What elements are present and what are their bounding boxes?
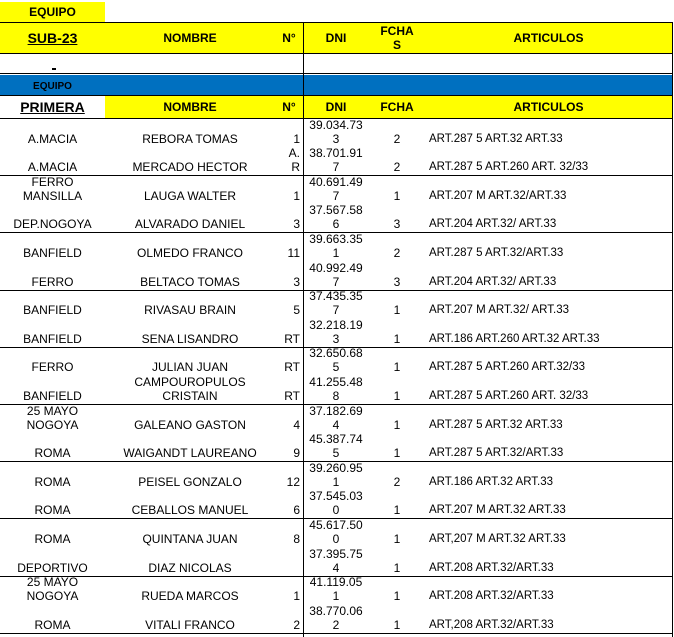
- cell-numero: 1: [293, 131, 300, 146]
- cell-dni: 39.260.95 1: [309, 460, 363, 489]
- table-row: [0, 232, 672, 261]
- cell-dni: 45.387.74 5: [309, 432, 363, 461]
- cell-nombre: LAUGA WALTER: [143, 188, 237, 203]
- cell-nombre: RUEDA MARCOS: [141, 589, 239, 604]
- table-row: [0, 375, 672, 404]
- cell-fechas: 1: [393, 188, 401, 203]
- row-divider: [0, 633, 672, 634]
- cell-fechas: 1: [393, 617, 401, 632]
- cell-fechas: 1: [393, 360, 401, 375]
- dash-mark: [52, 68, 56, 70]
- cell-fechas: 3: [393, 274, 401, 289]
- header-fechas: FCHA: [380, 100, 414, 114]
- cell-articulos: ART.287 5 ART.260 ART. 32/33: [429, 389, 589, 402]
- cell-equipo: DEP.NOGOYA: [13, 217, 92, 232]
- cell-fechas: 1: [393, 388, 401, 403]
- cell-nombre: MERCADO HECTOR: [132, 160, 248, 175]
- cell-numero: 6: [293, 503, 300, 518]
- cell-numero: 2: [293, 617, 300, 632]
- cell-articulos: ART.207 M ART.32/ART.33: [429, 189, 567, 202]
- cell-dni: 41.119.05 1: [309, 575, 363, 604]
- cell-equipo: ROMA: [34, 474, 71, 489]
- cell-equipo: ROMA: [34, 617, 71, 632]
- cell-fechas: 1: [393, 503, 401, 518]
- team-label-primera: EQUIPO: [33, 80, 72, 92]
- cell-equipo: BANFIELD: [23, 331, 82, 346]
- category-sub23: SUB-23: [27, 30, 78, 46]
- cell-articulos: ART,208 ART.32/ART.33: [429, 618, 554, 631]
- table-row: [0, 318, 672, 347]
- table-row: [0, 204, 672, 233]
- cell-numero: 1: [293, 589, 300, 604]
- cell-dni: 32.218.19 3: [309, 317, 363, 346]
- cell-nombre: ALVARADO DANIEL: [134, 217, 246, 232]
- cell-dni: 37.182.69 4: [309, 403, 363, 432]
- cell-articulos: ART.186 ART.32 ART.33: [429, 475, 554, 488]
- cell-equipo: DEPORTIVO: [17, 560, 88, 575]
- cell-articulos: ART.207 M ART.32/ ART.33: [429, 304, 569, 317]
- table-row: [0, 290, 672, 319]
- cell-articulos: ART.287 5 ART.32 ART.33: [429, 418, 563, 431]
- cell-numero: 4: [293, 417, 300, 432]
- cell-fechas: 3: [393, 217, 401, 232]
- cell-numero: 8: [293, 531, 300, 546]
- cell-nombre: SENA LISANDRO: [141, 331, 239, 346]
- table-row: [0, 118, 672, 147]
- table-row: [0, 261, 672, 290]
- cell-equipo: FERRO MANSILLA: [22, 174, 83, 203]
- cell-dni: 38.770.06 2: [309, 603, 363, 632]
- cell-equipo: ROMA: [34, 503, 71, 518]
- cell-equipo: 25 MAYO NOGOYA: [26, 575, 79, 604]
- cell-numero: 12: [286, 474, 300, 489]
- cell-nombre: VITALI FRANCO: [145, 617, 235, 632]
- cell-numero: 3: [293, 217, 300, 232]
- cell-fechas: 2: [393, 245, 401, 260]
- cell-articulos: ART.287 5 ART.32/ART.33: [429, 447, 564, 460]
- cell-nombre: BELTACO TOMAS: [140, 274, 240, 289]
- cell-articulos: ART.287 5 ART.32 ART.33: [429, 132, 563, 145]
- cell-dni: 40.691.49 7: [309, 174, 363, 203]
- cell-numero: RT: [284, 360, 300, 375]
- cell-equipo: FERRO: [31, 274, 74, 289]
- cell-equipo: ROMA: [34, 531, 71, 546]
- cell-articulos: ART.287 5 ART.260 ART. 32/33: [429, 161, 589, 174]
- cell-dni: 39.034.73 3: [309, 117, 363, 146]
- cell-nombre: RIVASAU BRAIN: [144, 303, 236, 318]
- cell-articulos: ART.204 ART.32/ ART.33: [429, 218, 557, 231]
- header-nombre: NOMBRE: [163, 31, 217, 45]
- cell-articulos: ART.287 5 ART.260 ART.32/33: [429, 361, 586, 374]
- header-fechas: FCHA S: [380, 24, 414, 52]
- header-numero: N°: [282, 100, 296, 114]
- cell-articulos: ART.208 ART.32/ART.33: [429, 590, 554, 603]
- table-row: [0, 518, 672, 547]
- cell-dni: 37.545.03 0: [309, 489, 363, 518]
- cell-nombre: QUINTANA JUAN: [142, 531, 238, 546]
- header-dni: DNI: [325, 100, 347, 114]
- cell-numero: RT: [284, 388, 300, 403]
- cell-dni: 38.701.91 7: [309, 146, 363, 175]
- cell-dni: 40.992.49 7: [309, 260, 363, 289]
- cell-equipo: BANFIELD: [23, 303, 82, 318]
- team-label-sub23: EQUIPO: [0, 2, 105, 22]
- grid-line-right: [672, 22, 673, 637]
- cell-dni: 37.435.35 7: [309, 289, 363, 318]
- cell-numero: 1: [293, 188, 300, 203]
- cell-nombre: REBORA TOMAS: [142, 131, 238, 146]
- cell-fechas: 1: [393, 303, 401, 318]
- cell-numero: 5: [293, 303, 300, 318]
- cell-equipo: A.MACIA: [27, 160, 78, 175]
- cell-numero: A. R: [288, 146, 300, 175]
- table-row: [0, 147, 672, 176]
- cell-nombre: CAMPOUROPULOS CRISTAIN: [134, 374, 246, 403]
- cell-articulos: ART.186 ART.260 ART.32 ART.33: [429, 332, 600, 345]
- cell-equipo: BANFIELD: [23, 388, 82, 403]
- cell-fechas: 1: [393, 331, 401, 346]
- header-nombre: NOMBRE: [163, 100, 217, 114]
- cell-articulos: ART.207 M ART.32 ART.33: [429, 504, 566, 517]
- cell-numero: [275, 547, 303, 576]
- cell-articulos: ART.208 ART.32/ART.33: [429, 561, 554, 574]
- cell-numero: 9: [293, 446, 300, 461]
- divider: [0, 73, 672, 74]
- cell-nombre: CEBALLOS MANUEL: [131, 503, 249, 518]
- cell-fechas: 1: [393, 417, 401, 432]
- cell-equipo: FERRO: [31, 360, 74, 375]
- cell-numero: RT: [284, 331, 300, 346]
- table-row: [0, 547, 672, 576]
- cell-fechas: 1: [393, 589, 401, 604]
- header-dni: DNI: [325, 31, 347, 45]
- cell-nombre: JULIAN JUAN: [151, 360, 228, 375]
- cell-dni: 41.255.48 8: [309, 374, 363, 403]
- primera-header-labels: [0, 96, 672, 118]
- header-articulos: ARTICULOS: [513, 100, 584, 114]
- table-row: [0, 347, 672, 376]
- cell-articulos: ART.287 5 ART.32/ART.33: [429, 246, 564, 259]
- table-row: [0, 604, 672, 633]
- cell-nombre: WAIGANDT LAUREANO: [123, 446, 257, 461]
- cell-fechas: 2: [393, 131, 401, 146]
- cell-fechas: 2: [393, 474, 401, 489]
- cell-dni: 37.395.75 4: [309, 546, 363, 575]
- sub23-header-row: [0, 22, 672, 54]
- cell-dni: 32.650.68 5: [309, 346, 363, 375]
- cell-fechas: 1: [393, 531, 401, 546]
- table-row: [0, 461, 672, 490]
- table-row: [0, 175, 672, 204]
- cell-articulos: ART,207 M ART.32 ART.33: [429, 532, 566, 545]
- cell-articulos: ART.204 ART.32/ ART.33: [429, 275, 557, 288]
- cell-fechas: 1: [393, 560, 401, 575]
- cell-nombre: PEISEL GONZALO: [138, 474, 242, 489]
- table-row: [0, 404, 672, 433]
- cell-equipo: ROMA: [34, 446, 71, 461]
- header-articulos: ARTICULOS: [513, 31, 584, 45]
- cell-numero: 3: [293, 274, 300, 289]
- cell-equipo: 25 MAYO NOGOYA: [26, 403, 79, 432]
- cell-dni: 39.663.35 1: [309, 231, 363, 260]
- cell-nombre: OLMEDO FRANCO: [136, 245, 243, 260]
- cell-dni: 37.567.58 6: [309, 203, 363, 232]
- cell-nombre: GALEANO GASTON: [134, 417, 246, 432]
- cell-numero: 11: [287, 245, 300, 260]
- header-numero: N°: [282, 31, 296, 45]
- cell-equipo: A.MACIA: [27, 131, 78, 146]
- table-row: [0, 490, 672, 519]
- table-row: [0, 576, 672, 605]
- table-row: [0, 433, 672, 462]
- category-primera: PRIMERA: [20, 99, 85, 115]
- cell-equipo: BANFIELD: [23, 245, 82, 260]
- cell-fechas: 1: [393, 446, 401, 461]
- cell-dni: 45.617.50 0: [309, 517, 363, 546]
- cell-fechas: 2: [393, 160, 401, 175]
- cell-nombre: DIAZ NICOLAS: [148, 560, 232, 575]
